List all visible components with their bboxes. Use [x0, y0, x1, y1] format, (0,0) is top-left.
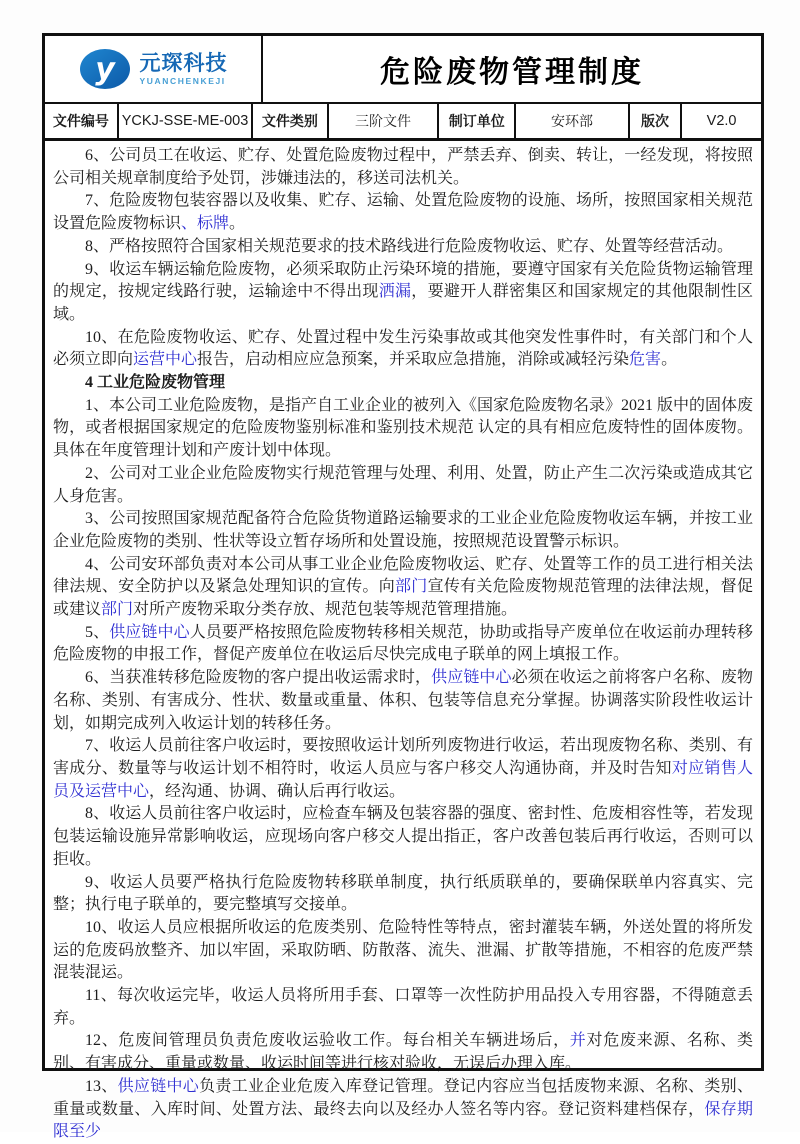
text-run: 报告，启动相应应急预案，并采取应急措施，消除或减轻污染 [197, 351, 630, 369]
paragraph [53, 622, 753, 667]
document-frame [42, 33, 764, 1141]
brand-name-cn: 元琛科技 [139, 51, 228, 75]
logo-cell [45, 36, 263, 102]
text-run: 9、收运人员要严格执行危险废物转移联单制度，执行纸质联单的，要确保联单内容真实、完整；执行电子联单的，要完整填写交接单。 [53, 873, 753, 914]
text-run: 。 [229, 215, 246, 233]
meta-label-version: 版次 [630, 104, 682, 138]
meta-label-issuing-dept: 制订单位 [439, 104, 516, 138]
meta-value-doc-category: 三阶文件 [329, 104, 440, 138]
revision-text: 并 [569, 1032, 587, 1050]
document-title: 危险废物管理制度 [380, 56, 644, 89]
meta-value-issuing-dept: 安环部 [516, 104, 630, 138]
brand-name-en: YUANCHENKEJI [139, 75, 226, 86]
text-run: 10、收运人员应根据所收运的危废类别、危险特性等特点，密封灌装车辆，外送处置的将所发运的危废码放整齐、加以牢固，采取防晒、防散落、流失、泄漏、扩散等措施，不相容的危废严禁混装混运。 [53, 918, 753, 982]
text-run: ，经沟通、协调、确认后再行收运。 [149, 782, 406, 800]
brand-text [140, 53, 228, 86]
meta-label-doc-category: 文件类别 [253, 104, 328, 138]
text-run: 宣传有关危险废物规范管理的法律法规，督促或建议 [53, 578, 753, 619]
paragraph [53, 667, 753, 735]
revision-text: 供应链中心 [109, 623, 190, 641]
paragraph [53, 236, 753, 259]
text-run: 1、本公司工业危险废物，是指产自工业企业的被列入《国家危险废物名录》2021 版中的固体废物，或者根据国家规定的危险废物鉴别标准和鉴别技术规范 认定的具有相应危废特性的固体废物。具体在年度管理计划和产废计划中体现。 [53, 396, 754, 460]
paragraph [53, 190, 753, 235]
text-run: 9、收运车辆运输危险废物，必须采取防止污染环境的措施，要遵守国家有关危险货物运输管理的规定，按规定线路行驶，运输途中不得出现 [53, 260, 753, 301]
revision-text: 供应链中心 [431, 669, 512, 687]
text-run: 13、 [85, 1077, 118, 1095]
text-run: 8、收运人员前往客户收运时，应检查车辆及包装容器的强度、密封性、危废相容性等，若发现包装运输设施异常影响收运，应现场向客户移交人提出指正，客户改善包装后再行收运，否则可以拒收。 [53, 805, 753, 868]
text-run: 负责工业企业危废入库登记管理。登记内容应当包括废物来源、名称、类别、重量或数量、入库时间、处置方法、最终去向以及经办人签名等内容。登记资料建档保存， [53, 1077, 753, 1118]
text-run: 人员要严格按照危险废物转移相关规范，协助或指导产废单位在收运前办理转移危险废物的申报工作，督促产废单位在收运后尽快完成电子联单的网上填报工作。 [53, 623, 753, 664]
revision-text: 对应销售人员及运营中心 [53, 759, 753, 800]
text-run: 5、 [85, 623, 110, 641]
svg-text:y: y [94, 52, 115, 87]
text-run: ，要避开人群密集区和国家规定的其他限制性区域。 [53, 283, 753, 323]
revision-text: 运营中心 [133, 351, 198, 369]
paragraph [53, 395, 753, 463]
paragraph [53, 508, 753, 553]
text-run: 6、公司员工在收运、贮存、处置危险废物过程中，严禁丢弃、倒卖、转让，一经发现，将按照公司相关规章制度给予处罚，涉嫌违法的，移送司法机关。 [53, 147, 753, 187]
paragraph [53, 259, 753, 327]
text-run: 对所产废物采取分类存放、规范包装等规范管理措施。 [133, 601, 518, 619]
text-run: 10、在危险废物收运、贮存、处置过程中发生污染事故或其他突发性事件时，有关部门和个人必须立即向 [53, 328, 753, 369]
document-header [45, 36, 761, 104]
revision-text: 、标牌 [181, 215, 230, 233]
text-run: 7、危险废物包装容器以及收集、贮存、运输、处置危险废物的设施、场所，按照国家相关规范设置危险废物标识 [53, 192, 753, 233]
text-run: 12、危废间管理员负责危废收运验收工作。每台相关车辆进场后， [85, 1032, 570, 1050]
revision-text: 危害 [629, 351, 662, 369]
text-run: 2、公司对工业企业危险废物实行规范管理与处理、利用、处置，防止产生二次污染或造成其它人身危害。 [53, 464, 753, 505]
revision-text: 供应链中心 [117, 1077, 200, 1095]
paragraph [53, 985, 753, 1030]
company-logo-icon [79, 48, 131, 90]
paragraph [53, 1030, 753, 1075]
meta-value-version: V2.0 [706, 113, 737, 129]
text-run: 8、严格按照符合国家相关规范要求的技术路线进行危险废物收运、贮存、处置等经营活动。 [85, 237, 734, 255]
revision-text: 部门 [101, 601, 134, 619]
meta-label-doc-number: 文件编号 [45, 104, 119, 138]
text-run: 。 [661, 351, 678, 369]
text-run: 3、公司按照国家规范配备符合危险货物道路运输要求的工业企业危险废物收运车辆，并按工业企业危险废物的类别、性状等设立暂存场所和处置设施，按照规范设置警示标识。 [53, 510, 753, 550]
paragraph [53, 327, 753, 372]
text-run: 必须在收运之前将客户名称、废物名称、类别、有害成分、性状、数量或重量、体积、包装等信息充分掌握。协调落实阶段性收运计划，如期完成列入收运计划的转移任务。 [53, 669, 753, 732]
document-meta-row [45, 104, 761, 141]
paragraph [53, 917, 753, 985]
text-run: 7、收运人员前往客户收运时，要按照收运计划所列废物进行收运，若出现废物名称、类别、有害成分、数量等与收运计划不相符时，收运人员应与客户移交人沟通协商，并及时告知 [53, 737, 753, 777]
revision-text: 洒漏 [378, 283, 412, 301]
paragraph [53, 735, 753, 803]
document-body [45, 141, 761, 1144]
meta-value-doc-number: YCKJ-SSE-ME-003 [119, 104, 254, 138]
paragraph [53, 803, 753, 871]
paragraph [53, 463, 753, 508]
paragraph [53, 554, 753, 622]
text-run: 11、每次收运完毕，收运人员将所用手套、口罩等一次性防护用品投入专用容器，不得随意丢弃。 [53, 987, 753, 1027]
revision-text: 保存期限至少 [53, 1100, 753, 1141]
text-run: 6、当获准转移危险废物的客户提出收运需求时， [85, 669, 432, 687]
section-heading: 4 工业危险废物管理 [85, 374, 226, 392]
revision-text: 部门 [394, 578, 428, 596]
paragraph [53, 1076, 753, 1144]
paragraph [53, 145, 753, 190]
text-run: 对危废来源、名称、类别、有害成分、重量或数量、收运时间等进行核对验收，无误后办理入库。 [53, 1032, 753, 1073]
text-run: 4、公司安环部负责对本公司从事工业企业危险废物收运、贮存、处置等工作的员工进行相关法律法规、安全防护以及紧急处理知识的宣传。向 [53, 555, 753, 596]
paragraph [53, 872, 753, 917]
